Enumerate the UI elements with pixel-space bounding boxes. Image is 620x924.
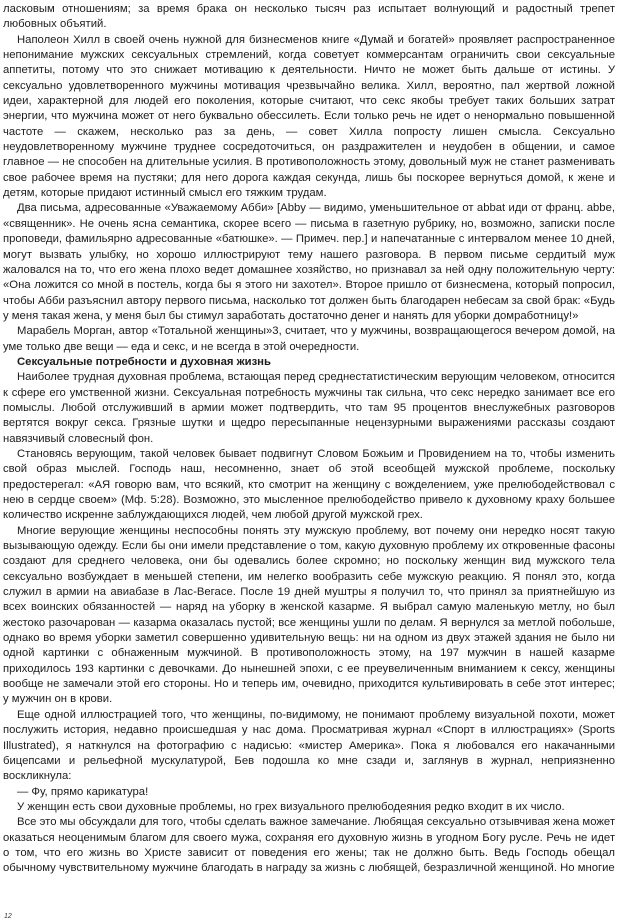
paragraph: Становясь верующим, такой человек бывает подвигнут Словом Божьим и Провидением на то, чтобы изменить свой образ мыслей. Господь наш, несомненно, знает об этой всеобщей мужской проблеме, поскольку предостерегал: «АЯ говорю вам, что всякий, кто смотрит на женщину с вожделением, уже прелюбодействовал с нею в сердце своем» (Мф. 5:28). Возможно, это мысленное прелюбодейство привело к духовному краху большее количество искренне заблуждающихся людей, чем любой другой мужской грех. — [3, 447, 615, 522]
paragraph: Все это мы обсуждали для того, чтобы сделать важное замечание. Любящая сексуально отзывчивая жена может оказаться неоценимым благом для своего мужа, сохраняя его духовную жизнь в угодном Богу русле. Речь не идет о том, что его жизнь во Христе зависит от поведения его жены; так не должно быть. Ведь Господь обещал обычному чувствительному мужчине благодать в награду за жизнь с любящей, безразличной женщиной. Но многие — [3, 816, 615, 875]
paragraph: Два письма, адресованные «Уважаемому Абби» [Abby — видимо, уменьшительное от abbat иди от франц. abbe, «священник». Не очень ясна семантика, скорее всего — письма в газетную рубрику, но, возможно, записки после проповеди, фамильярно адресованные «батюшке». — Примеч. пер.] и напечатанные с интервалом менее 10 дней, могут вызвать улыбку, но хорошо иллюстрируют тему нашего разговора. В первом письме сердитый муж жаловался на то, что его жена плохо ведет домашнее хозяйство, но признавал за ней одну положительную черту: «Она ложится со мной в постель, когда бы я этого ни захотел». Второе пришло от бизнесмена, который попросил, чтобы Абби разъяснил автору первого письма, насколько тот должен быть благодарен небесам за свой брак: «Будь у меня такая жена, у меня был бы стимул заработать достаточно денег и нанять для уборки домработницу!» — [3, 202, 615, 322]
paragraph: У женщин есть свои духовные проблемы, но грех визуального прелюбодеяния редко входит в их число. — [17, 800, 565, 813]
paragraph: Наполеон Хилл в своей очень нужной для бизнесменов книге «Думай и богатей» проявляет распространенное непонимание мужских сексуальных стремлений, когда советует коммерсантам ограничить свои сексуальные аппетиты, потому что это снижает мотивацию к деятельности. Ничто не может быть дальше от истины. У сексуально удовлетворенного мужчины мотивация чрезвычайно велика. Хилл, вероятно, пал жертвой ложной идеи, характерной для людей его поколения, которые считают, что секс якобы требует таких больших затрат энергии, что мужчина может от него буквально обессилеть. Если только речь не идет о ненормально повышенной частоте — скажем, несколько раз за день, — совет Хилла попросту лишен смысла. Сексуально неудовлетворенному мужчине труднее сосредоточиться, он раздражителен и неудобен в общении, и самое главное — не способен на длительные усилия. В противоположность этому, довольный муж не станет разменивать свое рабочее время на пустяки; для него дорога каждая секунда, лишь бы поскорее вернуться домой, к жене и детям, которые придают истинный смысл его тяжким трудам. — [3, 33, 615, 200]
paragraph: Наиболее трудная духовная проблема, встающая перед среднестатистическим верующим человеком, относится к сфере его умственной жизни. Сексуальная потребность мужчины так сильна, что секс нередко занимает все его помыслы. Любой отслуживший в армии может подтвердить, что там 95 процентов внеслужебных разговоров вертятся вокруг секса. Грязные шутки и щедро пересыпанные нецензурными выражениями рассказы создают навязчивый словесный фон. — [3, 371, 615, 445]
paragraph: Еще одной иллюстрацией того, что женщины, по-видимому, не понимают проблему визуальной похоти, может послужить история, недавно происшедшая у нас дома. Просматривая журнал «Спорт в иллюстрациях» (Sports Illustrated), я наткнулся на фотографию с надисью: «мистер Америка». Пока я любовался его накачанными бицепсами и рельефной мускулатурой, Бев подошла ко мне сзади и, заглянув в журнал, неприязненно воскликнула: — [3, 708, 615, 783]
paragraph: — Фу, прямо карикатура! — [17, 785, 149, 798]
page-number: 12 — [4, 913, 12, 920]
section-heading: Сексуальные потребности и духовная жизнь — [17, 355, 271, 368]
paragraph: ласковым отношениям; за время брака он несколько тысяч раз испытает волнующий и радостный трепет любовных объятий. — [3, 3, 615, 31]
paragraph: Марабель Морган, автор «Тотальной женщины»3, считает, что у мужчины, возвращающегося вечером домой, на уме только две вещи — еда и секс, и не всегда в этой очередности. — [3, 325, 615, 353]
paragraph: Многие верующие женщины неспособны понять эту мужскую проблему, вот почему они нередко носят такую вызывающую одежду. Если бы они имели представление о том, какую духовную проблему их откровенные фасоны создают для среднего человека, они бы одевались более скромно; но поскольку женщин вид мужского тела сексуально возбуждает в меньшей степени, им нелегко вообразить себе мужскую реакцию. Я понял это, когда служил в армии на авиабазе в Лас-Вегасе. После 19 дней муштры я получил то, что принял за приятнейшую из всех воинских обязанностей — наряд на уборку в женской казарме. Я выбрал самую маленькую метлу, но был жестоко разочарован — казарма оказалась пустой; все женщины ушли по делам. Я вернулся за метлой побольше, однако во время уборки заметил совершенно удивительную вещь: ни на одном из двух этажей здания не было ни одной картинки с обнаженным мужчиной. В противоположность этому, на 197 мужчин в нашей казарме приходилось 193 картинки с девочками. До нынешней эпохи, с ее преувеличенным вниманием к сексу, женщины вообще не замечали этой его стороны. Но и теперь им, очевидно, приходится культивировать в себе этот интерес; у мужчин он в крови. — [3, 524, 615, 706]
